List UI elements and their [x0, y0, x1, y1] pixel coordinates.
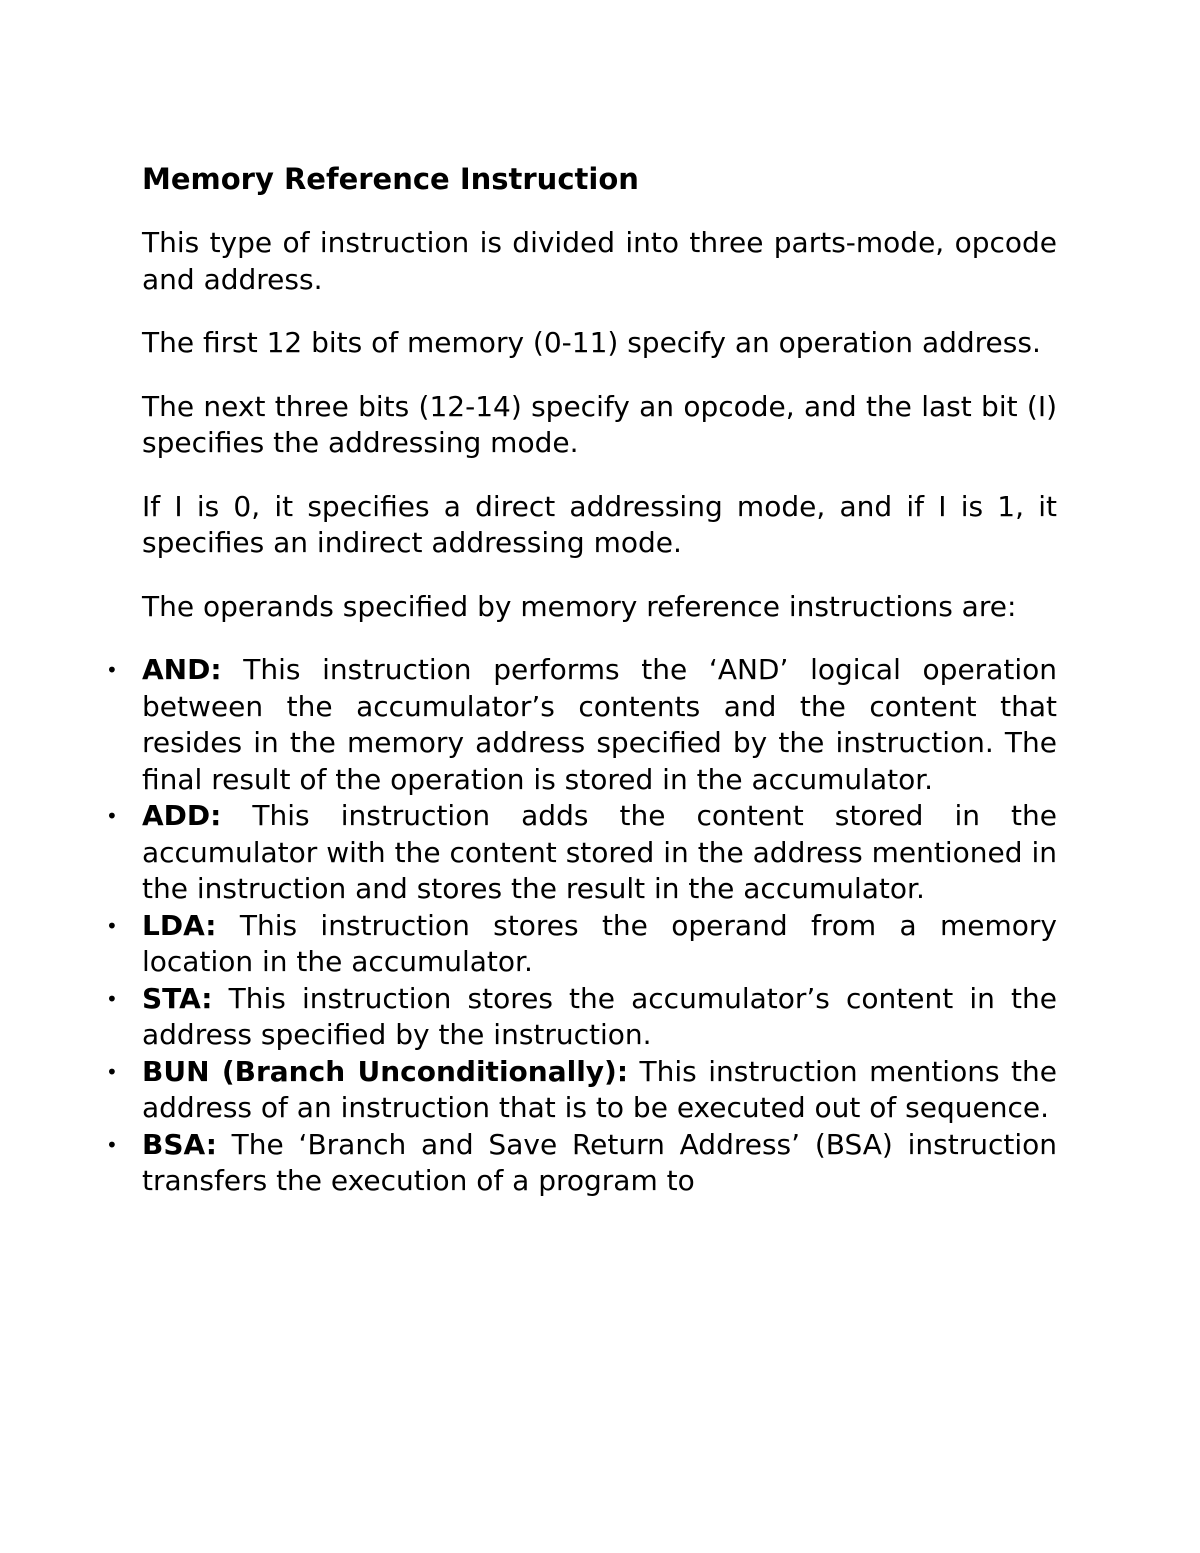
- instruction-term: BUN (Branch Unconditionally):: [142, 1054, 629, 1088]
- instruction-description: This instruction stores the accumulator’s content in the address specified by the instruction.: [142, 981, 1057, 1051]
- list-item-lda: [106, 908, 1057, 981]
- bullet-icon: •: [106, 1132, 118, 1157]
- bullet-icon: •: [106, 804, 118, 828]
- instruction-term: STA:: [142, 981, 213, 1015]
- bullet-icon: •: [106, 658, 118, 682]
- document-page: [106, 160, 1057, 1200]
- list-item-bun: [106, 1054, 1057, 1127]
- paragraph-opcode-bits: The next three bits (12-14) specify an opcode, and the last bit (I) specifies the addressing mode.: [142, 389, 1057, 459]
- instruction-description: The ‘Branch and Save Return Address’ (BSA) instruction transfers the execution of a program to: [142, 1127, 1057, 1197]
- instruction-term: ADD:: [142, 799, 222, 832]
- instruction-description: This instruction mentions the address of an instruction that is to be executed out of sequence.: [142, 1054, 1057, 1124]
- instruction-description: This instruction performs the ‘AND’ logical operation between the accumulator’s contents and the content that resides in the memory address specified by the instruction. The final result of the operation is stored in the accumulator.: [142, 653, 1057, 796]
- instruction-term: AND:: [142, 653, 222, 686]
- paragraph-instruction-parts: This type of instruction is divided into three parts-mode, opcode and address.: [142, 226, 1057, 296]
- list-item-bsa: [106, 1127, 1057, 1200]
- instruction-description: This instruction adds the content stored in the accumulator with the content stored in the address mentioned in the instruction and stores the result in the accumulator.: [142, 799, 1057, 905]
- instruction-description: This instruction stores the operand from a memory location in the accumulator.: [142, 908, 1057, 978]
- list-item-and: [106, 652, 1057, 798]
- bullet-icon: •: [106, 1059, 118, 1084]
- instruction-term: LDA:: [142, 908, 217, 942]
- list-item-sta: [106, 981, 1057, 1054]
- bullet-icon: •: [106, 913, 118, 938]
- paragraph-address-bits: The first 12 bits of memory (0-11) specify an operation address.: [142, 326, 1041, 359]
- bullet-icon: •: [106, 986, 118, 1011]
- paragraph-addressing-mode: If I is 0, it specifies a direct addressing mode, and if I is 1, it specifies an indirect addressing mode.: [142, 489, 1057, 559]
- document-title: Memory Reference Instruction: [142, 162, 639, 196]
- instruction-list: [106, 652, 1057, 1200]
- paragraph-operands-intro: The operands specified by memory reference instructions are:: [142, 589, 1017, 623]
- instruction-term: BSA:: [142, 1127, 217, 1161]
- list-item-add: [106, 798, 1057, 908]
